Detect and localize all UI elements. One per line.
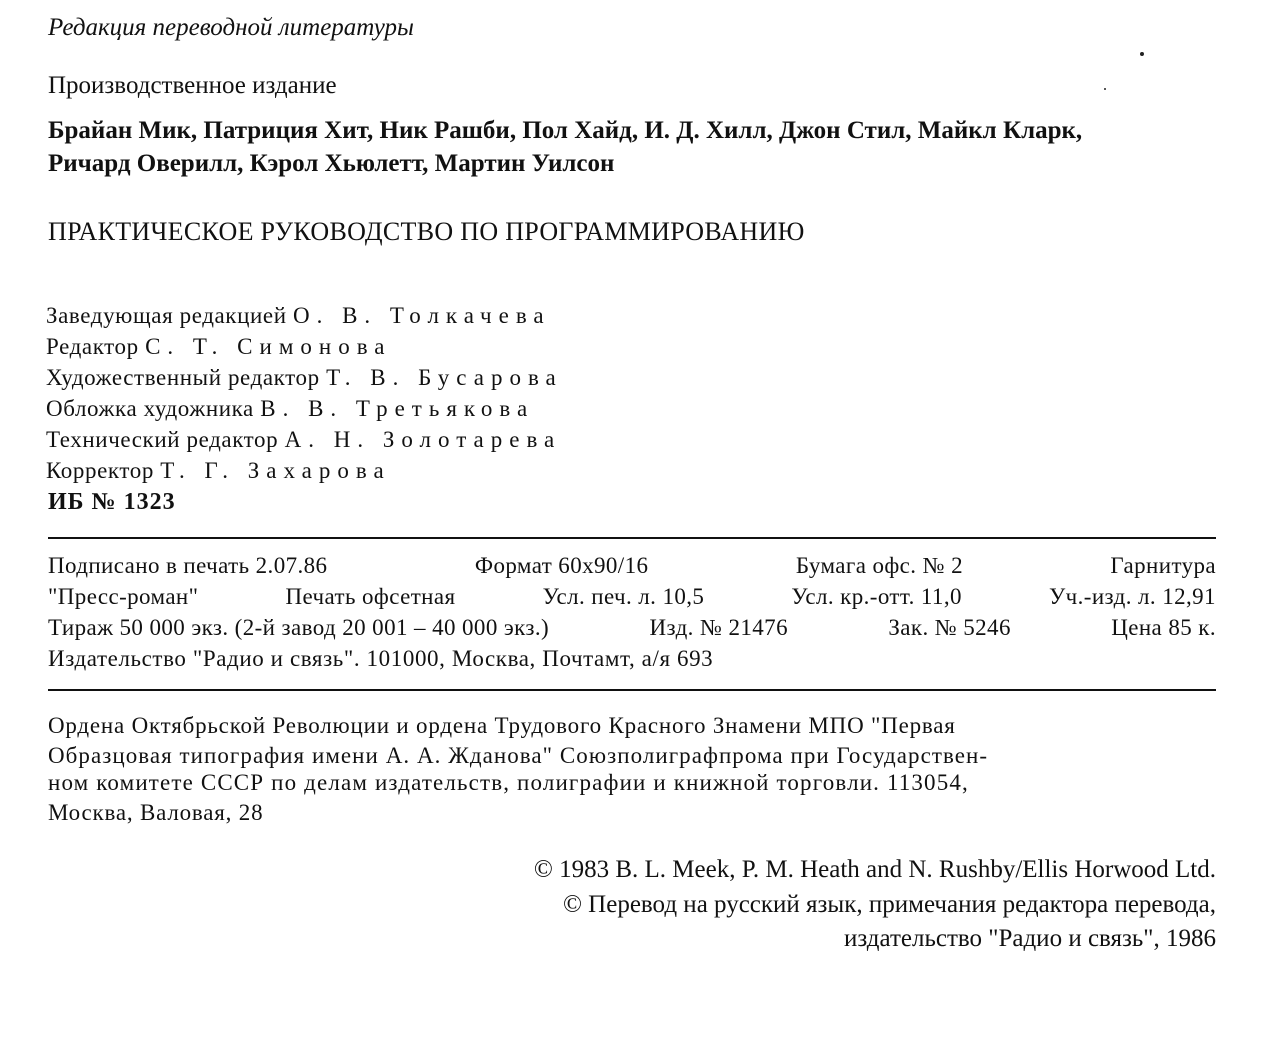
imprint-circulation: Тираж 50 000 экз. (2-й завод 20 001 – 40 000 экз.) bbox=[48, 615, 550, 640]
editorial-office: Редакция переводной литературы bbox=[48, 14, 414, 41]
staff-name: Т. Г. Захарова bbox=[160, 458, 391, 483]
copyright-publisher: издательство "Радио и связь", 1986 bbox=[843, 925, 1216, 952]
staff-name: А. Н. Золотарева bbox=[284, 427, 562, 452]
imprint-typeface: Гарнитура bbox=[1110, 553, 1216, 578]
printer-line-3 bbox=[48, 770, 1216, 796]
staff-role: Технический редактор bbox=[46, 427, 279, 452]
staff-role: Обложка художника bbox=[46, 396, 254, 421]
imprint-paper: Бумага офс. № 2 bbox=[795, 553, 963, 578]
staff-name: Т. В. Бусарова bbox=[326, 365, 563, 390]
imprint-price: Цена 85 к. bbox=[1111, 615, 1216, 640]
staff-name: О. В. Толкачева bbox=[292, 303, 551, 328]
imprint-edition-number: Изд. № 21476 bbox=[649, 615, 788, 640]
imprint-color-sheets: Усл. кр.-отт. 11,0 bbox=[791, 584, 962, 609]
printer-line-2 bbox=[48, 743, 1216, 769]
printer-text: ном комитете СССР по делам издательств, полиграфии и книжной торговли. 113054, bbox=[48, 770, 969, 795]
printer-line-4: Москва, Валовая, 28 bbox=[48, 800, 264, 825]
staff-role: Редактор bbox=[46, 334, 139, 359]
printer-line-1 bbox=[48, 713, 1216, 739]
copyright-original: © 1983 B. L. Meek, P. M. Heath and N. Rushby/Ellis Horwood Ltd. bbox=[533, 856, 1216, 883]
staff-name: С. Т. Симонова bbox=[145, 334, 392, 359]
divider-top bbox=[48, 537, 1216, 539]
staff-line-art-editor bbox=[46, 365, 563, 391]
imprint-typeface-name: "Пресс-роман" bbox=[48, 584, 199, 609]
edition-type: Производственное издание bbox=[48, 72, 337, 99]
staff-line-head-editor bbox=[46, 303, 551, 329]
book-title: ПРАКТИЧЕСКОЕ РУКОВОДСТВО ПО ПРОГРАММИРОВАНИЮ bbox=[48, 217, 805, 246]
imprint-publisher: Издательство "Радио и связь". 101000, Москва, Почтамт, а/я 693 bbox=[48, 646, 714, 671]
copyright-translation: © Перевод на русский язык, примечания редактора перевода, bbox=[562, 891, 1216, 918]
imprint-pub-sheets: Уч.-изд. л. 12,91 bbox=[1048, 584, 1216, 609]
imprint-format: Формат 60x90/16 bbox=[474, 553, 649, 578]
imprint-print-type: Печать офсетная bbox=[285, 584, 456, 609]
staff-name: В. В. Третьякова bbox=[260, 396, 535, 421]
scan-speck bbox=[1140, 52, 1144, 56]
printer-text: Образцовая типография имени А. А. Жданова" Союзполиграфпрома при Государствен- bbox=[48, 743, 989, 768]
imprint-row-1 bbox=[48, 553, 1216, 579]
staff-role: Художественный редактор bbox=[46, 365, 320, 390]
staff-line-cover-artist bbox=[46, 396, 534, 422]
imprint-row-3 bbox=[48, 615, 1216, 641]
staff-line-editor bbox=[46, 334, 391, 360]
imprint-print-sheets: Усл. печ. л. 10,5 bbox=[542, 584, 705, 609]
staff-role: Корректор bbox=[46, 458, 154, 483]
scan-speck bbox=[1104, 88, 1106, 90]
imprint-signed: Подписано в печать 2.07.86 bbox=[48, 553, 328, 578]
printer-text: Ордена Октябрьской Революции и ордена Трудового Красного Знамени МПО "Первая bbox=[48, 713, 956, 738]
imprint-row-2 bbox=[48, 584, 1216, 610]
divider-bottom bbox=[48, 689, 1216, 691]
staff-line-tech-editor bbox=[46, 427, 561, 453]
authors-line-2: Ричард Оверилл, Кэрол Хьюлетт, Мартин Уилсон bbox=[48, 150, 615, 177]
ib-number: ИБ № 1323 bbox=[48, 489, 176, 515]
authors-line-1: Брайан Мик, Патриция Хит, Ник Рашби, Пол Хайд, И. Д. Хилл, Джон Стил, Майкл Кларк, bbox=[48, 117, 1083, 144]
imprint-order-number: Зак. № 5246 bbox=[888, 615, 1011, 640]
staff-line-proofreader bbox=[46, 458, 391, 484]
staff-role: Заведующая редакцией bbox=[46, 303, 287, 328]
